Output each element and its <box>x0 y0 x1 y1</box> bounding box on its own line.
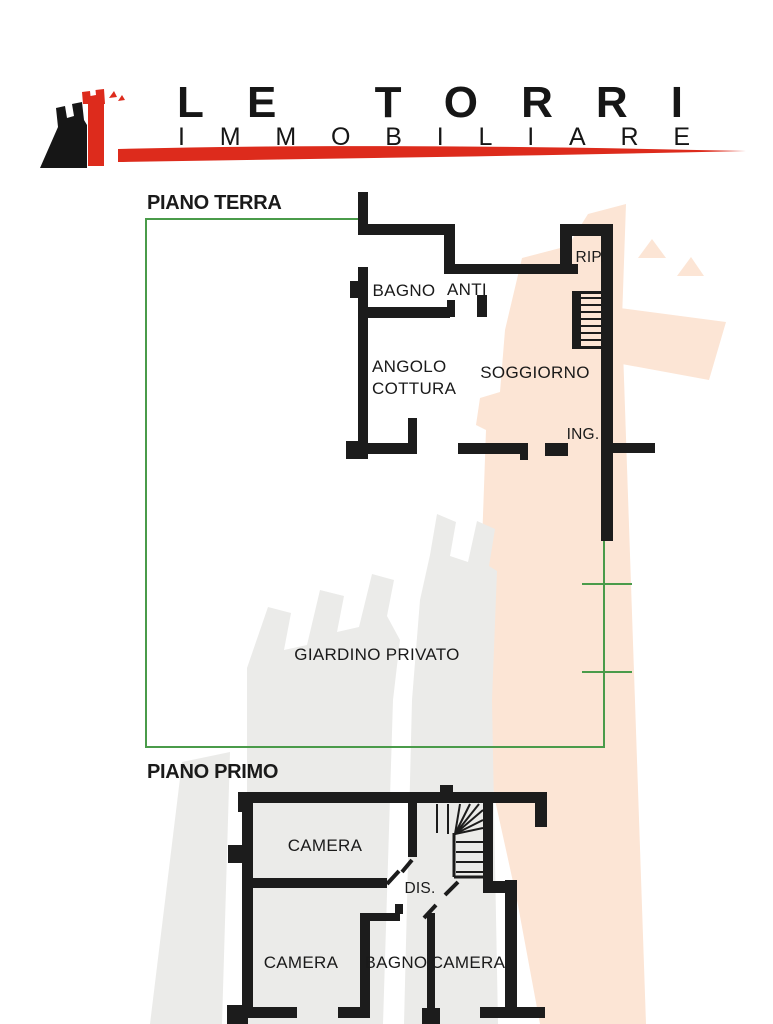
red-tower-flag-2 <box>118 95 125 101</box>
room-label-giardino-privato: GIARDINO PRIVATO <box>294 645 460 664</box>
logo-title: LE TORRI <box>177 78 683 127</box>
stairs-side-wall <box>572 291 581 348</box>
room-label-camera-left: CAMERA <box>263 953 339 972</box>
watermark-peach-triangle-1 <box>638 239 666 258</box>
stairs-edge <box>572 346 601 349</box>
room-label-angolo-cottura-line2: COTTURA <box>372 379 457 398</box>
room-label-angolo-cottura-line1: ANGOLO <box>372 357 447 376</box>
wall <box>358 307 450 318</box>
door-jamb <box>447 300 455 317</box>
watermark-gray-left-band <box>150 752 230 1024</box>
room-label-rip: RIP. <box>575 249 605 266</box>
wall <box>242 803 253 1018</box>
stairs-ground-floor <box>581 298 601 340</box>
wall <box>422 1008 440 1024</box>
wall-pillar <box>440 785 453 792</box>
wall <box>253 878 387 888</box>
room-label-ing: ING. <box>566 426 600 443</box>
wall <box>505 880 517 1013</box>
room-label-camera-right: CAMERA <box>430 953 506 972</box>
wall <box>535 803 547 827</box>
red-tower-flag-1 <box>109 91 117 98</box>
wall <box>444 264 572 274</box>
wall <box>545 443 568 456</box>
wall-pillar <box>350 281 358 298</box>
wall <box>360 913 400 921</box>
room-label-anti: ANTI <box>447 280 487 299</box>
room-label-bagno-first: BAGNO <box>364 953 428 972</box>
wall <box>613 443 655 453</box>
stairs-side-wall <box>483 803 493 886</box>
wall <box>248 1007 297 1018</box>
logo-subtitle: IMMOBILIARE <box>178 123 690 151</box>
room-label-dis: DIS. <box>404 880 436 897</box>
wall-pillar <box>227 1005 248 1024</box>
first-floor-heading: PIANO PRIMO <box>147 761 279 783</box>
wall <box>358 267 368 443</box>
watermark-peach-triangle-2 <box>677 257 704 276</box>
red-tower-body <box>88 104 104 166</box>
wall <box>601 224 613 541</box>
logo-black-tower-icon <box>40 102 87 168</box>
logo-underline-swoosh <box>118 146 746 162</box>
wall <box>408 418 417 454</box>
watermark-gray-tower-small <box>404 514 498 1024</box>
room-label-camera-top: CAMERA <box>287 836 363 855</box>
ground-floor-heading: PIANO TERRA <box>147 192 282 214</box>
stairs-edge <box>581 291 601 294</box>
wall <box>238 792 547 803</box>
room-label-soggiorno: SOGGIORNO <box>480 363 590 382</box>
wall <box>458 443 528 454</box>
wall <box>358 224 455 235</box>
wall <box>408 803 417 857</box>
wall-pillar <box>228 845 242 863</box>
door-jamb <box>395 904 403 914</box>
door-leaf <box>387 871 399 884</box>
red-tower-battlement <box>82 89 105 104</box>
company-logo <box>40 78 746 168</box>
room-label-bagno-ground: BAGNO <box>372 281 436 300</box>
door-jamb <box>520 443 528 460</box>
